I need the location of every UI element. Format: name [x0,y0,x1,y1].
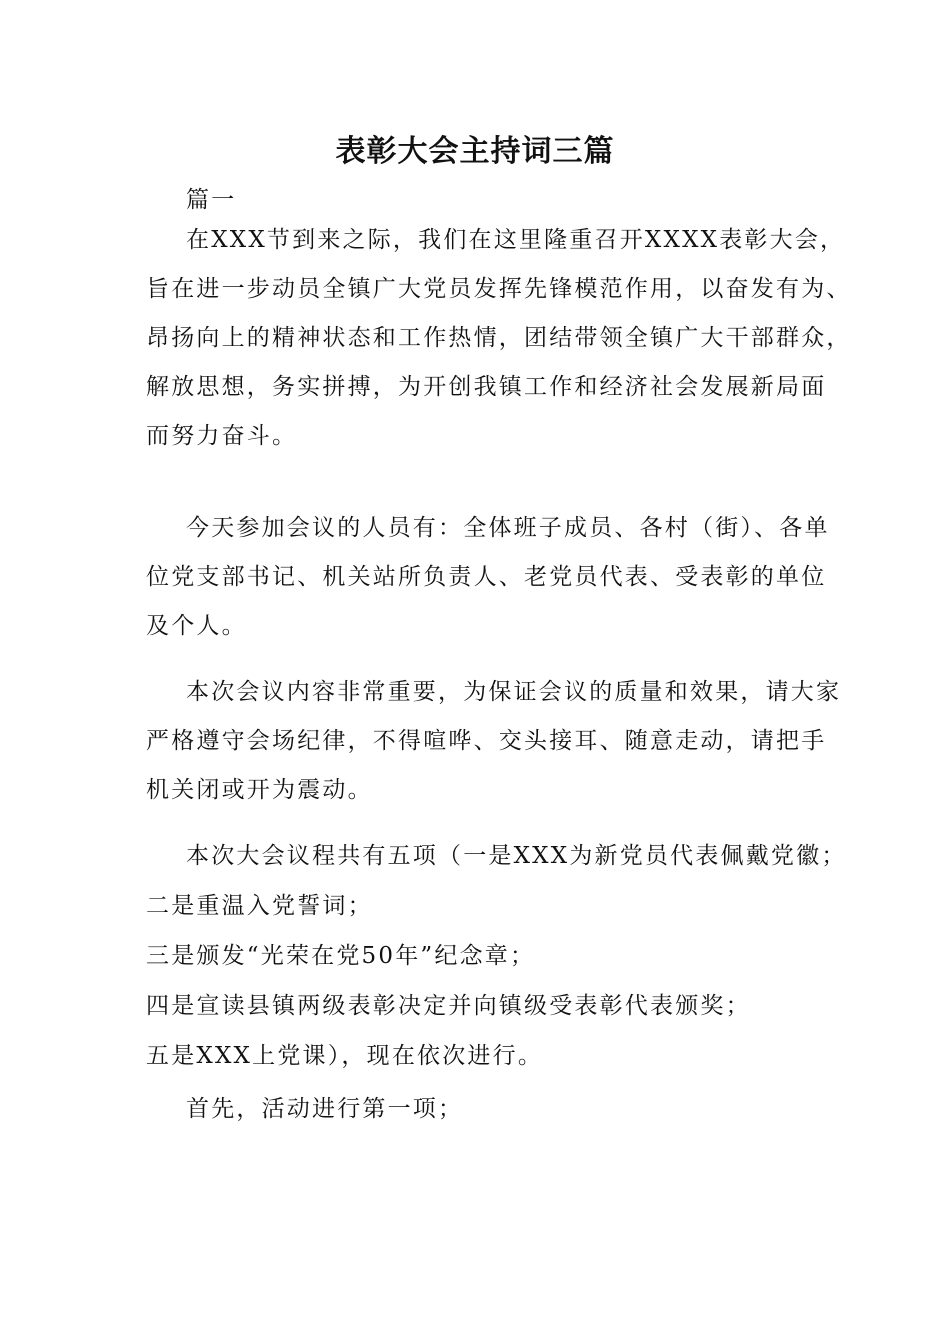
paragraph-line: 本次大会议程共有五项（一是XXX为新党员代表佩戴党徽； [186,843,847,869]
agenda-item: 三是颁发“光荣在党50年”纪念章； [146,943,536,969]
paragraph-opening [146,216,852,461]
paragraph-first-item [146,1085,818,1134]
paragraph-line: 旨在进一步动员全镇广大党员发挥先锋模范作用，以奋发有为、 [146,276,852,302]
paragraph-line: 而努力奋斗。 [146,423,298,449]
section-label-text: 篇一 [186,187,237,213]
paragraph-line: 在XXX节到来之际，我们在这里隆重召开XXXX表彰大会， [186,227,846,253]
paragraph-line: 首先，活动进行第一项； [186,1096,464,1122]
paragraph-agenda [146,832,847,1082]
agenda-item: 二是重温入党誓词； [146,893,373,919]
document-title: 表彰大会主持词三篇 [335,134,615,169]
paragraph-line: 本次会议内容非常重要，为保证会议的质量和效果，请大家 [186,679,842,705]
paragraph-attendees [146,504,830,651]
paragraph-line: 昂扬向上的精神状态和工作热情，团结带领全镇广大干部群众， [146,325,852,351]
paragraph-line: 解放思想，务实拼搏，为开创我镇工作和经济社会发展新局面 [146,374,827,400]
paragraph-line: 及个人。 [146,613,247,639]
agenda-item: 四是宣读县镇两级表彰决定并向镇级受表彰代表颁奖； [146,993,751,1019]
paragraph-line: 今天参加会议的人员有：全体班子成员、各村（街）、各单 [186,515,830,541]
paragraph-line: 机关闭或开为震动。 [146,777,373,803]
agenda-item: 五是XXX上党课），现在依次进行。 [146,1043,544,1069]
paragraph-line: 位党支部书记、机关站所负责人、老党员代表、受表彰的单位 [146,564,827,590]
paragraph-line: 严格遵守会场纪律，不得喧哗、交头接耳、随意走动，请把手 [146,728,827,754]
paragraph-discipline [146,668,842,815]
